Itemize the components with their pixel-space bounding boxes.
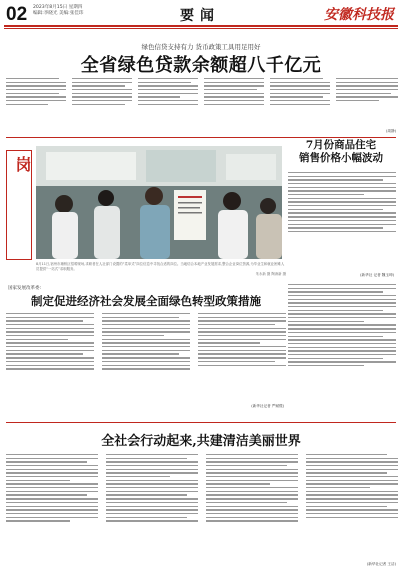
photo-credit: 朱永新 摄 陶涛新 摄	[255, 272, 286, 276]
ai-article-byline: (新华社记者 严赋憬)	[251, 404, 284, 408]
july-article-byline: (新华社 记者 魏玉坤)	[360, 273, 394, 277]
bottom-article-byline: (新华社记者 王洁)	[366, 562, 396, 566]
job-fair-photo-image	[36, 146, 282, 259]
editor-line: 编辑:李晓光 美编:张佳玮	[33, 11, 84, 16]
july-headline-line-1: 7月份商品住宅	[305, 139, 377, 151]
ai-article-body	[6, 311, 286, 411]
july-article-headline	[282, 139, 400, 165]
top-article-headline: 全省绿色贷款余额超八千亿元	[80, 55, 322, 76]
photo-caption	[36, 262, 286, 277]
ai-article-tag: 国家发展改革委:	[8, 286, 42, 291]
divider	[6, 422, 396, 423]
top-article-body	[6, 76, 398, 136]
text-column	[106, 452, 198, 568]
section-title: 要闻	[180, 8, 220, 24]
text-column	[270, 76, 330, 134]
text-column	[204, 76, 264, 134]
issue-meta	[33, 5, 84, 17]
text-column	[198, 311, 286, 409]
page-number: 02	[6, 4, 28, 25]
text-column	[72, 76, 132, 134]
text-column	[306, 452, 398, 560]
text-column	[102, 311, 190, 409]
text-column	[6, 76, 66, 134]
divider	[6, 137, 396, 138]
text-column	[138, 76, 198, 134]
july-article-body	[288, 170, 396, 270]
text-column	[6, 452, 98, 568]
bottom-article-headline: 全社会行动起来,共建清洁美丽世界	[101, 434, 301, 449]
top-article-byline: (周静)	[386, 129, 396, 133]
july-headline-line-2: 销售价格小幅波动	[299, 152, 383, 164]
photo-badge-text: 岗	[13, 156, 32, 173]
photo-badge	[6, 150, 32, 260]
bottom-article-body	[6, 452, 398, 570]
job-fair-photo	[36, 146, 282, 259]
header-rule	[4, 25, 398, 27]
ai-article-headline: 制定促进经济社会发展全面绿色转型政策措施	[31, 294, 261, 308]
text-column	[336, 76, 398, 134]
text-column	[6, 311, 94, 409]
photo-caption-text: 8月11日,宿州市埇桥区招聘现场,求职者在人社部门设置的“菜单式”岗位信息中寻找合适的岗位。当地结合本地产业发展需求,整合企业岗位资源,为毕业生和就业困难人员提供“一站式”求职服务。	[36, 262, 285, 271]
right-column-body	[288, 282, 396, 414]
newspaper-logo: 安徽科技报	[324, 7, 394, 23]
text-column	[206, 452, 298, 568]
top-article-subhead: 绿色信贷支持有力 货币政策工具用足用好	[141, 43, 261, 51]
date-line: 2023年8月15日 星期四	[33, 5, 83, 10]
header-rule-thin	[4, 28, 398, 29]
